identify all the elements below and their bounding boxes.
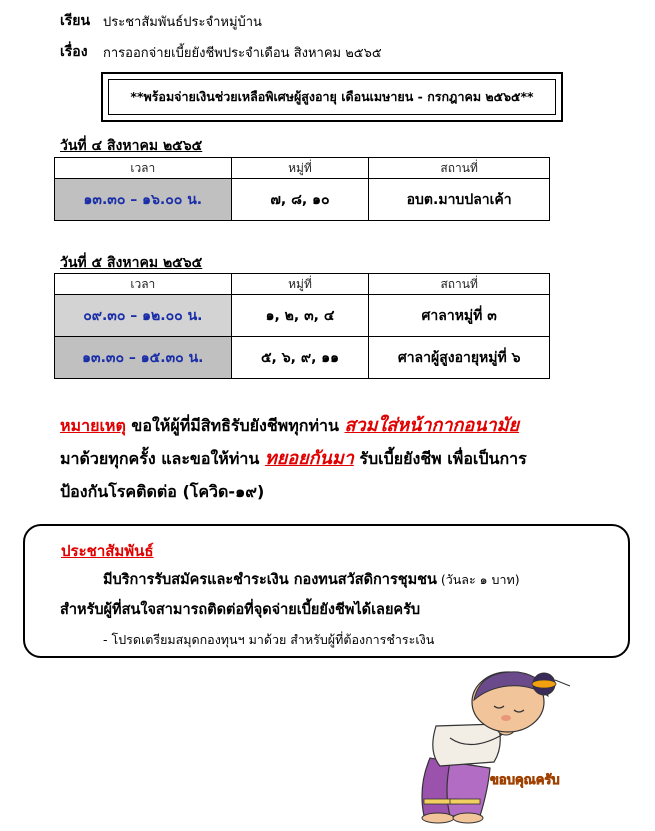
announcement-line2: สำหรับผู้ที่สนใจสามารถติดต่อที่จุดจ่ายเบี้ยยังชีพได้เลยครับ [60,602,421,618]
place-cell: ศาลาผู้สูงอายุหมู่ที่ ๖ [369,337,550,379]
announcement-line1 [103,568,520,591]
note-part1: ขอให้ผู้ที่มีสิทธิรับยังชีพทุกท่าน [125,416,345,435]
col-header-time: เวลา [55,274,232,295]
note-paragraph [60,409,620,508]
col-header-village: หมู่ที่ [231,158,369,179]
note-emphasis-mask: สวมใส่หน้ากากอนามัย [344,415,520,436]
subject-label: เรื่อง [60,44,88,60]
schedule2-table [54,273,550,379]
col-header-village: หมู่ที่ [231,274,369,295]
announcement-line1-text: มีบริการรับสมัครและชำระเงิน กองทนสวัสดิการชุมชน [103,572,437,588]
note-part2: มาด้วยทุกครั้ง และขอให้ท่าน [60,449,265,468]
schedule1-date: วันที่ ๔ สิงหาคม ๒๕๖๕ [60,138,203,154]
to-label: เรียน [60,13,91,29]
col-header-place: สถานที่ [369,158,550,179]
note-part4: ป้องกันโรคติดต่อ (โควิด-๑๙) [60,482,265,501]
village-cell: ๑, ๒, ๓, ๔ [231,295,369,337]
time-cell: ๑๓.๓๐ – ๑๖.๐๐ น. [55,179,232,221]
note-label: หมายเหตุ [60,416,126,435]
time-cell: ๐๙.๓๐ – ๑๒.๐๐ น. [55,295,232,337]
village-cell: ๕, ๖, ๙, ๑๑ [231,337,369,379]
announcement-line1-note: (วันละ ๑ บาท) [436,572,520,587]
banner-box [101,72,563,122]
time-cell: ๑๓.๓๐ – ๑๕.๓๐ น. [55,337,232,379]
note-emphasis-stagger: ทยอยกันมา [264,448,354,469]
banner-text: **พร้อมจ่ายเงินช่วยเหลือพิเศษผู้สูงอายุ เดือนเมษายน - กรกฎาคม ๒๕๖๕** [108,79,556,115]
table-row [55,337,550,379]
place-cell: อบต.มาบปลาเค้า [369,179,550,221]
schedule1-table [54,157,550,221]
table-row [55,295,550,337]
place-cell: ศาลาหมู่ที่ ๓ [369,295,550,337]
announcement-line3: - โปรดเตรียมสมุดกองทุนฯ มาด้วย สำหรับผู้ที่ต้องการชำระเงิน [103,632,435,647]
col-header-place: สถานที่ [369,274,550,295]
note-part3: รับเบี้ยยังชีพ เพื่อเป็นการ [353,449,527,468]
village-cell: ๗, ๘, ๑๐ [231,179,369,221]
subject-text: การออกจ่ายเบี้ยยังชีพประจำเดือน สิงหาคม ๒๕๖๕ [103,46,382,61]
col-header-time: เวลา [55,158,232,179]
thanks-caption: ขอบคุณครับ [490,773,560,788]
bowing-child-illustration [410,666,620,826]
announcement-title: ประชาสัมพันธ์ [61,542,154,560]
to-text: ประชาสัมพันธ์ประจำหมู่บ้าน [103,15,262,30]
schedule2-date: วันที่ ๕ สิงหาคม ๒๕๖๕ [60,255,203,271]
table-header-row [55,274,550,295]
table-row [55,179,550,221]
table-header-row [55,158,550,179]
